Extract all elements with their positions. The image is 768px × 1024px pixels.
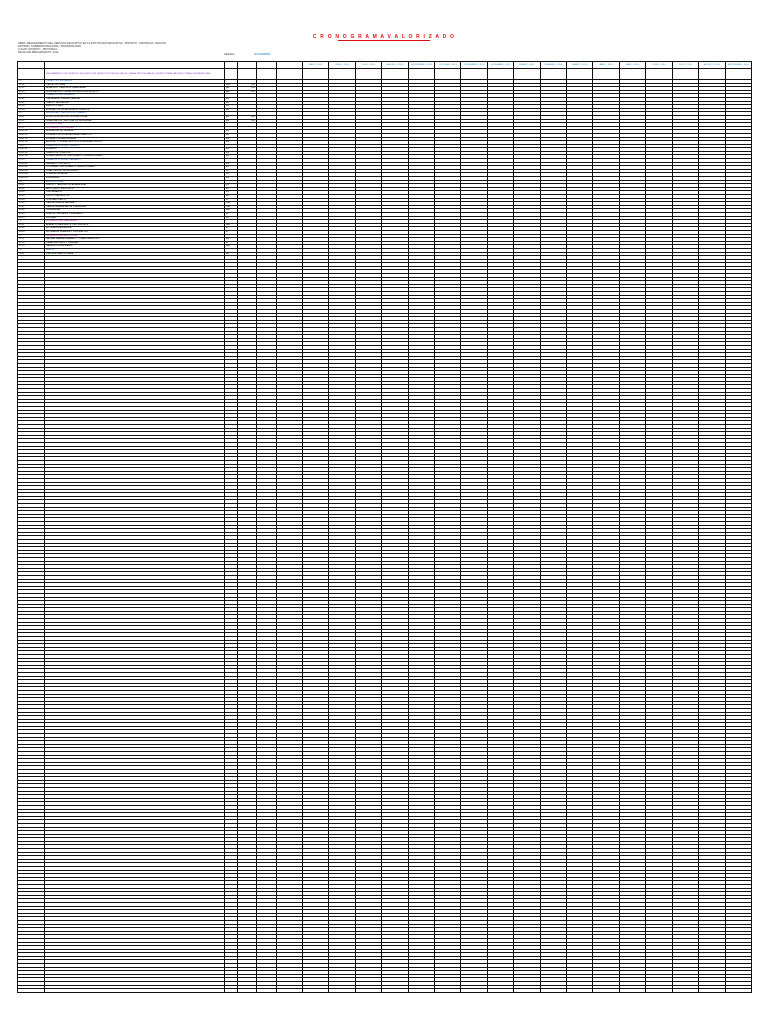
item-unit: glb [225,87,238,91]
item-description: OBRAS DE CONCRETO ARMADO [45,159,225,163]
month-header-cell: JULIO - 2014 [672,62,698,69]
item-description: LIMPIEZA DE TERRENO MANUAL [45,97,225,101]
blank-cell [514,69,540,80]
blank-cell [225,69,238,80]
item-code: 04.02.02 [18,151,45,155]
item-unit: und [225,202,238,206]
item-description: VIDRIOS, CRISTALES Y SIMILARES [45,212,225,216]
blank-cell [725,69,751,80]
item-description: CARPINTERIA METALICA Y HERRERIA [45,205,225,209]
blank-cell [461,69,487,80]
schedule-table [17,61,752,993]
blank-cell [329,69,355,80]
item-description: ALMACEN Y CASETA DE GUARDIANIA [45,87,225,91]
month-header-cell: DICIEMBRE - 2013 [487,62,513,69]
blank-cell [382,69,408,80]
item-code: 02.03 [18,105,45,109]
item-code: 07.03 [18,245,45,249]
item-description: TABLEROS PRINCIPALES [45,245,225,249]
item-description: PINTURA [45,216,225,220]
blank-cell [408,69,434,80]
item-unit: m2 [225,166,238,170]
item-code: 02 [18,94,45,98]
item-description: ARQUITECTURA [45,180,225,184]
item-code: 06.02 [18,227,45,231]
item-unit: und [225,245,238,249]
item-description: ELIMINACION DE MATERIAL EXCEDENTE [45,108,225,112]
item-description: PISOS Y PAVIMENTOS [45,195,225,199]
item-unit: pto [225,238,238,242]
item-code: 03 [18,112,45,116]
item-quantity: 1.00 [238,87,257,91]
item-description: REVOQUES Y ENLUCIDOS [45,187,225,191]
item-description: OBRAS PROVISIONALES [45,80,225,84]
item-description: TRABAJOS PRELIMINARES [45,94,225,98]
item-description: SOBRECIMIENTOS - ENCOFRADO Y DESENCOFRADO [45,155,225,159]
item-unit: m3 [225,133,238,137]
item-code: 05.05 [18,198,45,202]
month-header-row [18,62,752,69]
item-unit: m2 [225,195,238,199]
item-description: SOLADOS [45,148,225,152]
item-code: 07 [18,234,45,238]
item-description: DEMOLICIONES [45,105,225,109]
header-line-4: FECHA DE PRESUPUESTO: 2013 [18,51,59,54]
item-code: 06.01 [18,223,45,227]
header-cell [238,62,257,69]
item-unit: m2 [225,252,238,256]
month-header-cell: AGOSTO - 2013 [382,62,408,69]
month-header-cell: JUNIO - 2013 [329,62,355,69]
section-title: MEJORAMIENTO DEL SERVICIO EDUCATIVO EN LA INSTITUCION EDUCATIVA - OBRAS PROVISIONALES, ESTRUCTURAS, ARQUITECTURA E INSTALACIONES [45,69,225,80]
header-line-1: OBRA: MEJORAMIENTO DEL SERVICIO EDUCATIVO EN LA INSTITUCION EDUCATIVA - DISTRITO - PROVINCIA - REGION [18,42,166,45]
item-description: MOVILIZACION Y DESMOVILIZACION DE EQUIPOS [45,90,225,94]
item-description: CERRAJERIA [45,209,225,213]
item-code: 04.02 [18,144,45,148]
item-code: 04.01.01 [18,130,45,134]
item-description: VARIOS [45,248,225,252]
item-description: RELLENO Y COMPACTACION CON MATERIAL PROPIO [45,141,225,145]
item-unit: p2 [225,212,238,216]
item-description: TRAZO Y REPLANTEO [45,101,225,105]
item-description: INSTALACIONES SANITARIAS [45,220,225,224]
header-line-3: LUGAR: DISTRITO - PROVINCIA [18,48,58,51]
item-description: SEÑALIZACION TEMPORAL DE SEGURIDAD [45,119,225,123]
item-description: EQUIPOS DE PROTECCION INDIVIDUAL [45,115,225,119]
item-code: 05.08 [18,209,45,213]
item-unit: m3 [225,177,238,181]
month-header-cell: SEPTIEMBRE - 2014 [725,62,751,69]
month-header-cell: MAYO - 2013 [303,62,329,69]
item-description: INSTALACIONES ELECTRICAS [45,234,225,238]
item-code: 05.01 [18,184,45,188]
item-unit: m2 [225,187,238,191]
item-description: SALIDAS PARA ALUMBRADO Y TOMACORRIENTES [45,238,225,242]
item-unit: m [225,241,238,245]
item-description: COLUMNAS - ENCOFRADO Y DESENCOFRADO [45,166,225,170]
month-header-cell: MARZO - 2014 [567,62,593,69]
blank-cell [593,69,619,80]
blank-cell [355,69,381,80]
item-unit: m2 [225,97,238,101]
item-description: LOSAS ALIGERADAS [45,173,225,177]
item-unit: m2 [225,184,238,188]
item-description: NIVELACION DE TERRENO [45,130,225,134]
item-code: 05.09 [18,212,45,216]
item-unit: und [225,223,238,227]
header-cell [225,62,238,69]
item-unit: m3 [225,141,238,145]
item-code: 02.04 [18,108,45,112]
item-code: 04.03.04 [18,173,45,177]
item-unit: m3 [225,151,238,155]
item-code: 07.01 [18,238,45,242]
month-header-cell: NOVIEMBRE - 2013 [461,62,487,69]
item-description: EXCAVACION DE ZANJAS PARA CIMIENTOS [45,133,225,137]
item-code: 05.04 [18,195,45,199]
item-code: 06.03 [18,230,45,234]
title-underline [338,40,430,41]
item-unit: m2 [225,155,238,159]
period-value: DICIEMBRE [253,52,271,56]
item-code: 01.02 [18,87,45,91]
period-label: FECHA: [224,52,236,56]
blank-cell [303,69,329,80]
month-header-cell: ENERO - 2014 [514,62,540,69]
item-code: 04.01.04 [18,141,45,145]
month-header-cell: FEBRERO - 2014 [540,62,566,69]
item-description: MUROS Y TABIQUES DE ALBAÑILERIA [45,184,225,188]
item-unit: m [225,230,238,234]
item-unit: m2 [225,105,238,109]
month-header-cell: ABRIL - 2014 [593,62,619,69]
item-code: 04.03.03 [18,169,45,173]
item-description: MOVIMIENTO DE TIERRAS [45,126,225,130]
item-code: 08.01 [18,252,45,256]
blank-cell [238,69,257,80]
item-code: 04.03 [18,159,45,163]
item-description: VIGAS - ACERO DE REFUERZO [45,169,225,173]
item-code: 05.10 [18,216,45,220]
item-description: OBRAS DE CONCRETO SIMPLE [45,144,225,148]
header-cell [45,62,225,69]
item-code: 04.03.02 [18,166,45,170]
blank-cell [277,69,303,80]
code-cell [18,69,45,80]
item-description: SISTEMA DE DESAGUE Y VENTILACION [45,230,225,234]
item-code: 04.03.05 [18,177,45,181]
item-unit: m2 [225,148,238,152]
item-quantity: 1.00 [238,90,257,94]
month-header-cell: OCTUBRE - 2013 [435,62,461,69]
item-unit: glb [225,115,238,119]
item-unit: m2 [225,101,238,105]
item-code: 01.03 [18,90,45,94]
header-cell [277,62,303,69]
item-unit: kg [225,169,238,173]
blank-cell [699,69,725,80]
item-code: 05.03 [18,191,45,195]
item-unit: glb [225,90,238,94]
blank-cell [646,69,672,80]
item-code: 04.01 [18,126,45,130]
blank-cell [567,69,593,80]
item-code: 02.02 [18,101,45,105]
item-code: 01 [18,80,45,84]
month-header-cell: MAYO - 2014 [619,62,645,69]
item-quantity: 1.00 [238,83,257,87]
month-header-cell: SEPTIEMBRE - 2013 [408,62,434,69]
period [224,52,271,56]
item-code: 04.01.02 [18,133,45,137]
header-line-2: ENTIDAD: GOBIERNO REGIONAL / MUNICIPALIDAD [18,45,82,48]
item-code: 04.02.03 [18,155,45,159]
item-description: APARATOS SANITARIOS Y ACCESORIOS [45,223,225,227]
item-description: ESTRUCTURAS [45,123,225,127]
item-description: CONTRAZOCALOS [45,198,225,202]
blank-cell [619,69,645,80]
item-code: 04.01.03 [18,137,45,141]
month-header-cell: JUNIO - 2014 [646,62,672,69]
item-quantity: 1.00 [238,119,257,123]
item-code: 05 [18,180,45,184]
item-unit: m [225,227,238,231]
item-code: 05.02 [18,187,45,191]
item-description: CARPINTERIA DE MADERA [45,202,225,206]
item-description: ESCALERAS [45,177,225,181]
item-description: CIELORRASOS [45,191,225,195]
blank-cell [487,69,513,80]
item-description: CIMIENTOS CORRIDOS [45,151,225,155]
item-unit: m [225,198,238,202]
item-code: 06 [18,220,45,224]
month-header-cell: JULIO - 2013 [355,62,381,69]
item-unit: m3 [225,162,238,166]
item-unit: m3 [225,137,238,141]
item-description: CARTEL DE OBRA [45,83,225,87]
item-unit: und [225,205,238,209]
item-description: ZAPATAS - CONCRETO [45,162,225,166]
blank-cell [257,69,277,80]
item-code: 04 [18,123,45,127]
item-unit: m2 [225,173,238,177]
item-unit: m2 [225,216,238,220]
blank-cell [540,69,566,80]
item-unit: m3 [225,108,238,112]
item-code: 03.01 [18,115,45,119]
item-unit: glb [225,119,238,123]
item-unit: und [225,83,238,87]
item-unit: m2 [225,191,238,195]
page-title: C R O N O G R A M A V A L O R I Z A D O [312,34,456,40]
item-code: 01.01 [18,83,45,87]
header-cell [18,62,45,69]
item-code: 04.02.01 [18,148,45,152]
item-code: 04.03.01 [18,162,45,166]
month-header-cell: AGOSTO - 2014 [699,62,725,69]
item-code: 07.02 [18,241,45,245]
item-description: EXCAVACION PARA ZAPATAS [45,137,225,141]
item-code: 05.06 [18,202,45,206]
item-unit: und [225,209,238,213]
item-unit: m2 [225,130,238,134]
item-description: SISTEMA DE AGUA FRIA [45,227,225,231]
item-description: LIMPIEZA FINAL DE OBRA [45,252,225,256]
item-code: 02.01 [18,97,45,101]
item-quantity: 1.00 [238,115,257,119]
item-code: 03.02 [18,119,45,123]
item-description: CANALIZACIONES Y TUBERIAS [45,241,225,245]
item-code: 08 [18,248,45,252]
item-code: 05.07 [18,205,45,209]
section-title-row [18,69,752,80]
item-description: SEGURIDAD Y SALUD EN EL TRABAJO [45,112,225,116]
blank-cell [672,69,698,80]
blank-cell [435,69,461,80]
header-cell [257,62,277,69]
